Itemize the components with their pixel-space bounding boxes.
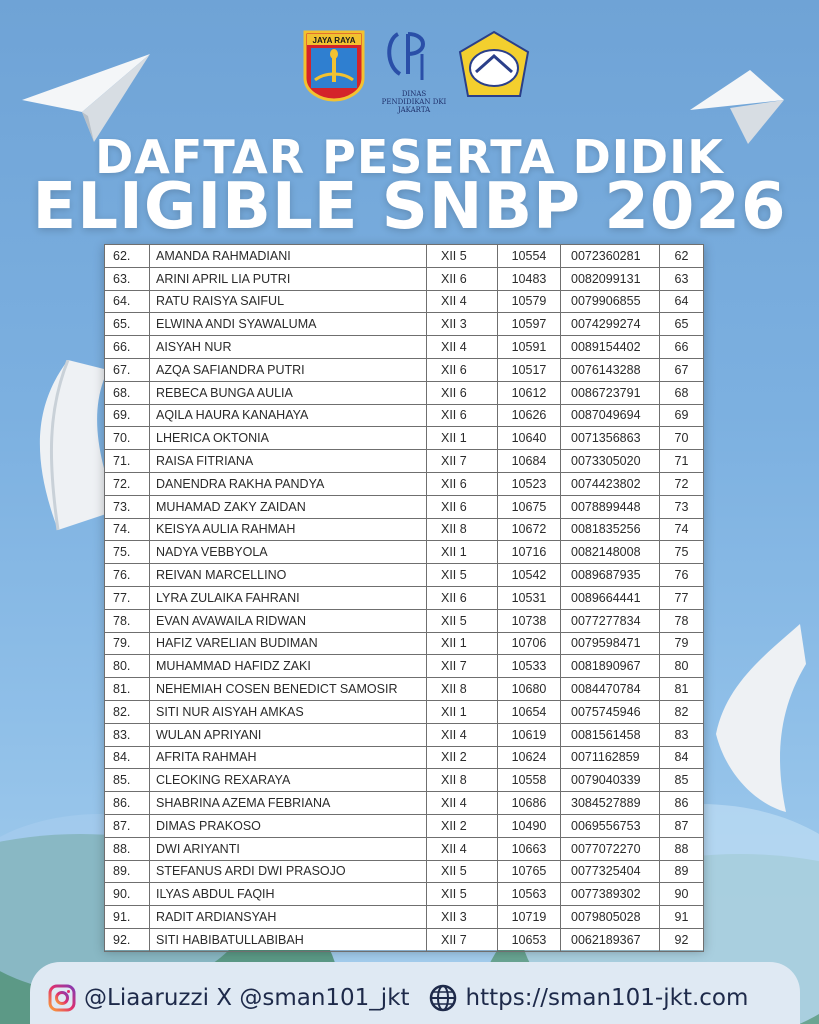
nis-cell: 10579 <box>498 290 561 313</box>
class-cell: XII 5 <box>427 860 498 883</box>
nisn-cell: 0071162859 <box>561 746 660 769</box>
student-name-cell: REBECA BUNGA AULIA <box>150 381 427 404</box>
table-row <box>105 358 704 381</box>
rank-cell: 84 <box>660 746 704 769</box>
nisn-cell: 0082099131 <box>561 267 660 290</box>
rank-cell: 79 <box>660 632 704 655</box>
nis-cell: 10672 <box>498 518 561 541</box>
nis-cell: 10626 <box>498 404 561 427</box>
nis-cell: 10612 <box>498 381 561 404</box>
student-name-cell: DANENDRA RAKHA PANDYA <box>150 472 427 495</box>
table-row <box>105 769 704 792</box>
rank-cell: 89 <box>660 860 704 883</box>
rank-cell: 63 <box>660 267 704 290</box>
nis-cell: 10680 <box>498 678 561 701</box>
class-cell: XII 6 <box>427 358 498 381</box>
table-row <box>105 586 704 609</box>
nis-cell: 10663 <box>498 837 561 860</box>
rank-cell: 90 <box>660 883 704 906</box>
row-number-cell: 69. <box>105 404 150 427</box>
nisn-cell: 0077389302 <box>561 883 660 906</box>
student-name-cell: ILYAS ABDUL FAQIH <box>150 883 427 906</box>
class-cell: XII 2 <box>427 746 498 769</box>
nisn-cell: 0089664441 <box>561 586 660 609</box>
table-row <box>105 632 704 655</box>
table-row <box>105 245 704 268</box>
school-emblem-icon <box>456 30 532 102</box>
footer-contacts <box>48 980 748 1016</box>
nis-cell: 10640 <box>498 427 561 450</box>
row-number-cell: 89. <box>105 860 150 883</box>
row-number-cell: 74. <box>105 518 150 541</box>
rank-cell: 64 <box>660 290 704 313</box>
row-number-cell: 73. <box>105 495 150 518</box>
table-row <box>105 381 704 404</box>
rank-cell: 88 <box>660 837 704 860</box>
row-number-cell: 68. <box>105 381 150 404</box>
nisn-cell: 0086723791 <box>561 381 660 404</box>
row-number-cell: 91. <box>105 906 150 929</box>
row-number-cell: 79. <box>105 632 150 655</box>
table-row <box>105 837 704 860</box>
class-cell: XII 5 <box>427 883 498 906</box>
student-name-cell: EVAN AVAWAILA RIDWAN <box>150 609 427 632</box>
class-cell: XII 3 <box>427 313 498 336</box>
nisn-cell: 0081835256 <box>561 518 660 541</box>
table-row <box>105 883 704 906</box>
table-row <box>105 336 704 359</box>
table-row <box>105 655 704 678</box>
nis-cell: 10686 <box>498 792 561 815</box>
globe-icon <box>428 983 458 1013</box>
class-cell: XII 6 <box>427 381 498 404</box>
dinas-caption: DINAS PENDIDIKAN DKI JAKARTA <box>381 90 447 114</box>
nis-cell: 10483 <box>498 267 561 290</box>
student-name-cell: MUHAMAD ZAKY ZAIDAN <box>150 495 427 518</box>
nis-cell: 10684 <box>498 450 561 473</box>
nisn-cell: 3084527889 <box>561 792 660 815</box>
student-name-cell: MUHAMMAD HAFIDZ ZAKI <box>150 655 427 678</box>
student-name-cell: AISYAH NUR <box>150 336 427 359</box>
svg-text:JAYA RAYA: JAYA RAYA <box>312 36 356 45</box>
class-cell: XII 6 <box>427 404 498 427</box>
nisn-cell: 0081561458 <box>561 723 660 746</box>
student-name-cell: RATU RAISYA SAIFUL <box>150 290 427 313</box>
nis-cell: 10558 <box>498 769 561 792</box>
nisn-cell: 0078899448 <box>561 495 660 518</box>
student-name-cell: AZQA SAFIANDRA PUTRI <box>150 358 427 381</box>
student-name-cell: STEFANUS ARDI DWI PRASOJO <box>150 860 427 883</box>
nisn-cell: 0077325404 <box>561 860 660 883</box>
nis-cell: 10675 <box>498 495 561 518</box>
nisn-cell: 0081890967 <box>561 655 660 678</box>
logo-bar <box>0 28 819 114</box>
nisn-cell: 0071356863 <box>561 427 660 450</box>
nis-cell: 10706 <box>498 632 561 655</box>
student-name-cell: AQILA HAURA KANAHAYA <box>150 404 427 427</box>
table-row <box>105 518 704 541</box>
class-cell: XII 1 <box>427 632 498 655</box>
nis-cell: 10563 <box>498 883 561 906</box>
student-name-cell: REIVAN MARCELLINO <box>150 564 427 587</box>
rank-cell: 67 <box>660 358 704 381</box>
rank-cell: 73 <box>660 495 704 518</box>
row-number-cell: 87. <box>105 814 150 837</box>
row-number-cell: 83. <box>105 723 150 746</box>
table-row <box>105 860 704 883</box>
class-cell: XII 7 <box>427 928 498 951</box>
rank-cell: 80 <box>660 655 704 678</box>
nis-cell: 10490 <box>498 814 561 837</box>
floating-paper-right-icon <box>706 624 806 814</box>
class-cell: XII 8 <box>427 518 498 541</box>
student-name-cell: SHABRINA AZEMA FEBRIANA <box>150 792 427 815</box>
row-number-cell: 82. <box>105 700 150 723</box>
nisn-cell: 0079805028 <box>561 906 660 929</box>
class-cell: XII 1 <box>427 541 498 564</box>
nisn-cell: 0069556753 <box>561 814 660 837</box>
nisn-cell: 0073305020 <box>561 450 660 473</box>
nis-cell: 10523 <box>498 472 561 495</box>
student-name-cell: KEISYA AULIA RAHMAH <box>150 518 427 541</box>
rank-cell: 70 <box>660 427 704 450</box>
table-row <box>105 678 704 701</box>
class-cell: XII 3 <box>427 906 498 929</box>
row-number-cell: 71. <box>105 450 150 473</box>
row-number-cell: 80. <box>105 655 150 678</box>
page-title-line1: DAFTAR PESERTA DIDIK <box>95 130 724 184</box>
rank-cell: 68 <box>660 381 704 404</box>
student-name-cell: DIMAS PRAKOSO <box>150 814 427 837</box>
row-number-cell: 92. <box>105 928 150 951</box>
student-name-cell: NADYA VEBBYOLA <box>150 541 427 564</box>
rank-cell: 92 <box>660 928 704 951</box>
nis-cell: 10624 <box>498 746 561 769</box>
row-number-cell: 76. <box>105 564 150 587</box>
row-number-cell: 88. <box>105 837 150 860</box>
nis-cell: 10542 <box>498 564 561 587</box>
table-row <box>105 427 704 450</box>
rank-cell: 65 <box>660 313 704 336</box>
nis-cell: 10554 <box>498 245 561 268</box>
class-cell: XII 4 <box>427 336 498 359</box>
nisn-cell: 0076143288 <box>561 358 660 381</box>
nisn-cell: 0077072270 <box>561 837 660 860</box>
row-number-cell: 63. <box>105 267 150 290</box>
table-row <box>105 814 704 837</box>
student-name-cell: WULAN APRIYANI <box>150 723 427 746</box>
table-row <box>105 495 704 518</box>
nis-cell: 10619 <box>498 723 561 746</box>
student-name-cell: LYRA ZULAIKA FAHRANI <box>150 586 427 609</box>
nisn-cell: 0079906855 <box>561 290 660 313</box>
rank-cell: 77 <box>660 586 704 609</box>
student-table <box>104 244 704 950</box>
nis-cell: 10738 <box>498 609 561 632</box>
class-cell: XII 5 <box>427 564 498 587</box>
table-row <box>105 313 704 336</box>
nisn-cell: 0074423802 <box>561 472 660 495</box>
student-name-cell: ARINI APRIL LIA PUTRI <box>150 267 427 290</box>
nisn-cell: 0082148008 <box>561 541 660 564</box>
student-name-cell: DWI ARIYANTI <box>150 837 427 860</box>
row-number-cell: 72. <box>105 472 150 495</box>
class-cell: XII 6 <box>427 267 498 290</box>
rank-cell: 72 <box>660 472 704 495</box>
student-name-cell: RAISA FITRIANA <box>150 450 427 473</box>
row-number-cell: 84. <box>105 746 150 769</box>
nisn-cell: 0075745946 <box>561 700 660 723</box>
row-number-cell: 64. <box>105 290 150 313</box>
table-row <box>105 541 704 564</box>
row-number-cell: 81. <box>105 678 150 701</box>
rank-cell: 75 <box>660 541 704 564</box>
row-number-cell: 65. <box>105 313 150 336</box>
rank-cell: 76 <box>660 564 704 587</box>
nisn-cell: 0079040339 <box>561 769 660 792</box>
row-number-cell: 78. <box>105 609 150 632</box>
rank-cell: 78 <box>660 609 704 632</box>
class-cell: XII 4 <box>427 837 498 860</box>
nis-cell: 10654 <box>498 700 561 723</box>
table-row <box>105 792 704 815</box>
student-name-cell: HAFIZ VARELIAN BUDIMAN <box>150 632 427 655</box>
nisn-cell: 0089687935 <box>561 564 660 587</box>
rank-cell: 81 <box>660 678 704 701</box>
table-row <box>105 746 704 769</box>
table-row <box>105 906 704 929</box>
student-name-cell: ELWINA ANDI SYAWALUMA <box>150 313 427 336</box>
nisn-cell: 0062189367 <box>561 928 660 951</box>
nis-cell: 10716 <box>498 541 561 564</box>
page-title-line2: ELIGIBLE SNBP 2026 <box>32 170 787 244</box>
rank-cell: 74 <box>660 518 704 541</box>
table-row <box>105 700 704 723</box>
nisn-cell: 0079598471 <box>561 632 660 655</box>
student-name-cell: AMANDA RAHMADIANI <box>150 245 427 268</box>
rank-cell: 85 <box>660 769 704 792</box>
jakarta-emblem-icon <box>301 30 367 102</box>
class-cell: XII 6 <box>427 472 498 495</box>
class-cell: XII 7 <box>427 655 498 678</box>
instagram-icon <box>48 984 76 1012</box>
dinas-pendidikan-logo <box>378 28 450 114</box>
nis-cell: 10531 <box>498 586 561 609</box>
row-number-cell: 67. <box>105 358 150 381</box>
nisn-cell: 0089154402 <box>561 336 660 359</box>
nis-cell: 10533 <box>498 655 561 678</box>
row-number-cell: 85. <box>105 769 150 792</box>
nisn-cell: 0087049694 <box>561 404 660 427</box>
row-number-cell: 77. <box>105 586 150 609</box>
class-cell: XII 8 <box>427 678 498 701</box>
table-row <box>105 450 704 473</box>
row-number-cell: 86. <box>105 792 150 815</box>
student-name-cell: AFRITA RAHMAH <box>150 746 427 769</box>
student-name-cell: SITI NUR AISYAH AMKAS <box>150 700 427 723</box>
student-name-cell: NEHEMIAH COSEN BENEDICT SAMOSIR <box>150 678 427 701</box>
nisn-cell: 0074299274 <box>561 313 660 336</box>
table-row <box>105 564 704 587</box>
class-cell: XII 8 <box>427 769 498 792</box>
table-row <box>105 404 704 427</box>
dp-monogram-icon <box>378 28 450 86</box>
rank-cell: 66 <box>660 336 704 359</box>
rank-cell: 62 <box>660 245 704 268</box>
row-number-cell: 75. <box>105 541 150 564</box>
class-cell: XII 4 <box>427 723 498 746</box>
class-cell: XII 6 <box>427 586 498 609</box>
student-name-cell: SITI HABIBATULLABIBAH <box>150 928 427 951</box>
table-row <box>105 928 704 951</box>
class-cell: XII 5 <box>427 609 498 632</box>
rank-cell: 71 <box>660 450 704 473</box>
table-row <box>105 290 704 313</box>
table-row <box>105 723 704 746</box>
rank-cell: 69 <box>660 404 704 427</box>
row-number-cell: 66. <box>105 336 150 359</box>
row-number-cell: 62. <box>105 245 150 268</box>
rank-cell: 91 <box>660 906 704 929</box>
class-cell: XII 6 <box>427 495 498 518</box>
class-cell: XII 1 <box>427 700 498 723</box>
table-row <box>105 609 704 632</box>
class-cell: XII 4 <box>427 290 498 313</box>
nis-cell: 10597 <box>498 313 561 336</box>
rank-cell: 82 <box>660 700 704 723</box>
nisn-cell: 0077277834 <box>561 609 660 632</box>
student-name-cell: LHERICA OKTONIA <box>150 427 427 450</box>
class-cell: XII 7 <box>427 450 498 473</box>
row-number-cell: 90. <box>105 883 150 906</box>
instagram-handles[interactable]: @Liaaruzzi X @sman101_jkt <box>84 985 410 1011</box>
class-cell: XII 1 <box>427 427 498 450</box>
table-row <box>105 472 704 495</box>
class-cell: XII 5 <box>427 245 498 268</box>
rank-cell: 83 <box>660 723 704 746</box>
table-row <box>105 267 704 290</box>
rank-cell: 86 <box>660 792 704 815</box>
class-cell: XII 4 <box>427 792 498 815</box>
nis-cell: 10719 <box>498 906 561 929</box>
website-link[interactable]: https://sman101-jkt.com <box>465 985 749 1011</box>
row-number-cell: 70. <box>105 427 150 450</box>
rank-cell: 87 <box>660 814 704 837</box>
student-name-cell: CLEOKING REXARAYA <box>150 769 427 792</box>
nis-cell: 10765 <box>498 860 561 883</box>
nis-cell: 10517 <box>498 358 561 381</box>
student-name-cell: RADIT ARDIANSYAH <box>150 906 427 929</box>
nis-cell: 10591 <box>498 336 561 359</box>
nis-cell: 10653 <box>498 928 561 951</box>
class-cell: XII 2 <box>427 814 498 837</box>
nisn-cell: 0072360281 <box>561 245 660 268</box>
nisn-cell: 0084470784 <box>561 678 660 701</box>
